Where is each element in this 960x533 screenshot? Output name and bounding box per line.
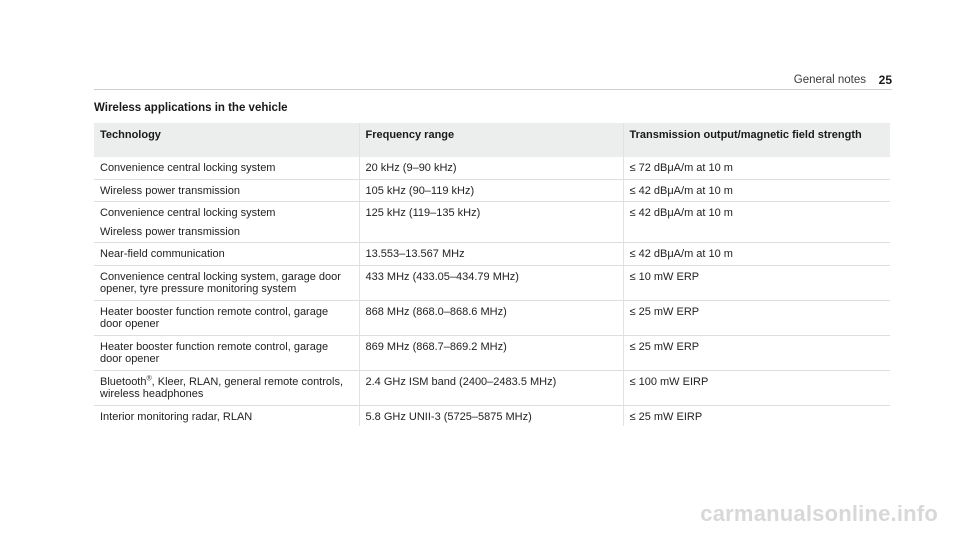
technology-line: Heater booster function remote control, garage door opener <box>100 340 329 365</box>
header-rule <box>94 89 892 90</box>
page-number: 25 <box>878 73 892 87</box>
technology-line: Near-field communication <box>100 248 225 260</box>
table-row <box>94 157 890 179</box>
technology-line: Heater booster function remote control, garage door opener <box>100 305 329 330</box>
cell-frequency: 125 kHz (119–135 kHz) <box>359 202 623 243</box>
table-row <box>94 202 890 243</box>
cell-output: ≤ 100 mW EIRP <box>623 370 890 405</box>
cell-technology <box>94 300 359 335</box>
column-header-technology: Technology <box>94 123 359 157</box>
cell-output: ≤ 42 dBμA/m at 10 m <box>623 243 890 266</box>
cell-frequency: 105 kHz (90–119 kHz) <box>359 179 623 202</box>
technology-line: Convenience central locking system <box>100 162 276 174</box>
cell-technology <box>94 243 359 266</box>
technology-line: Convenience central locking system, garage door opener, tyre pressure monitoring system <box>100 270 341 295</box>
table-header-row <box>94 123 890 157</box>
technology-suffix: , Kleer, RLAN, general remote controls, wireless headphones <box>100 375 344 400</box>
column-header-frequency: Frequency range <box>359 123 623 157</box>
table-row <box>94 265 890 300</box>
cell-frequency: 869 MHz (868.7–869.2 MHz) <box>359 335 623 370</box>
technology-prefix: Bluetooth <box>100 375 147 388</box>
cell-technology <box>94 405 359 426</box>
technology-line: Interior monitoring radar, RLAN <box>100 410 253 423</box>
cell-output: ≤ 10 mW ERP <box>623 265 890 300</box>
cell-technology <box>94 202 359 243</box>
watermark: carmanualsonline.info <box>700 501 938 526</box>
table-row <box>94 243 890 266</box>
cell-frequency: 433 MHz (433.05–434.79 MHz) <box>359 265 623 300</box>
cell-technology <box>94 157 359 179</box>
cell-technology <box>94 265 359 300</box>
cell-output: ≤ 25 mW EIRP <box>623 405 890 426</box>
cell-output: ≤ 42 dBμA/m at 10 m <box>623 179 890 202</box>
section-title: Wireless applications in the vehicle <box>94 102 288 114</box>
cell-frequency: 5.8 GHz UNII-3 (5725–5875 MHz) <box>359 405 623 426</box>
cell-output: ≤ 25 mW ERP <box>623 300 890 335</box>
cell-output: ≤ 25 mW ERP <box>623 335 890 370</box>
table-row <box>94 370 890 405</box>
table-row <box>94 179 890 202</box>
table-row <box>94 300 890 335</box>
registered-mark: ® <box>146 374 152 382</box>
cell-technology <box>94 179 359 202</box>
cell-output: ≤ 72 dBμA/m at 10 m <box>623 157 890 179</box>
cell-frequency: 868 MHz (868.0–868.6 MHz) <box>359 300 623 335</box>
cell-technology <box>94 370 359 405</box>
cell-output: ≤ 42 dBμA/m at 10 m <box>623 202 890 243</box>
table-row <box>94 335 890 370</box>
wireless-applications-table <box>94 123 890 426</box>
cell-frequency: 13.553–13.567 MHz <box>359 243 623 266</box>
technology-line: Wireless power transmission <box>100 184 240 197</box>
cell-frequency: 20 kHz (9–90 kHz) <box>359 157 623 179</box>
technology-line: Wireless power transmission <box>100 225 240 238</box>
table-row <box>94 405 890 426</box>
column-header-output: Transmission output/magnetic field strength <box>623 123 890 157</box>
technology-line: Convenience central locking system <box>100 207 276 219</box>
running-header-section: General notes <box>793 74 866 86</box>
cell-technology <box>94 335 359 370</box>
cell-frequency: 2.4 GHz ISM band (2400–2483.5 MHz) <box>359 370 623 405</box>
